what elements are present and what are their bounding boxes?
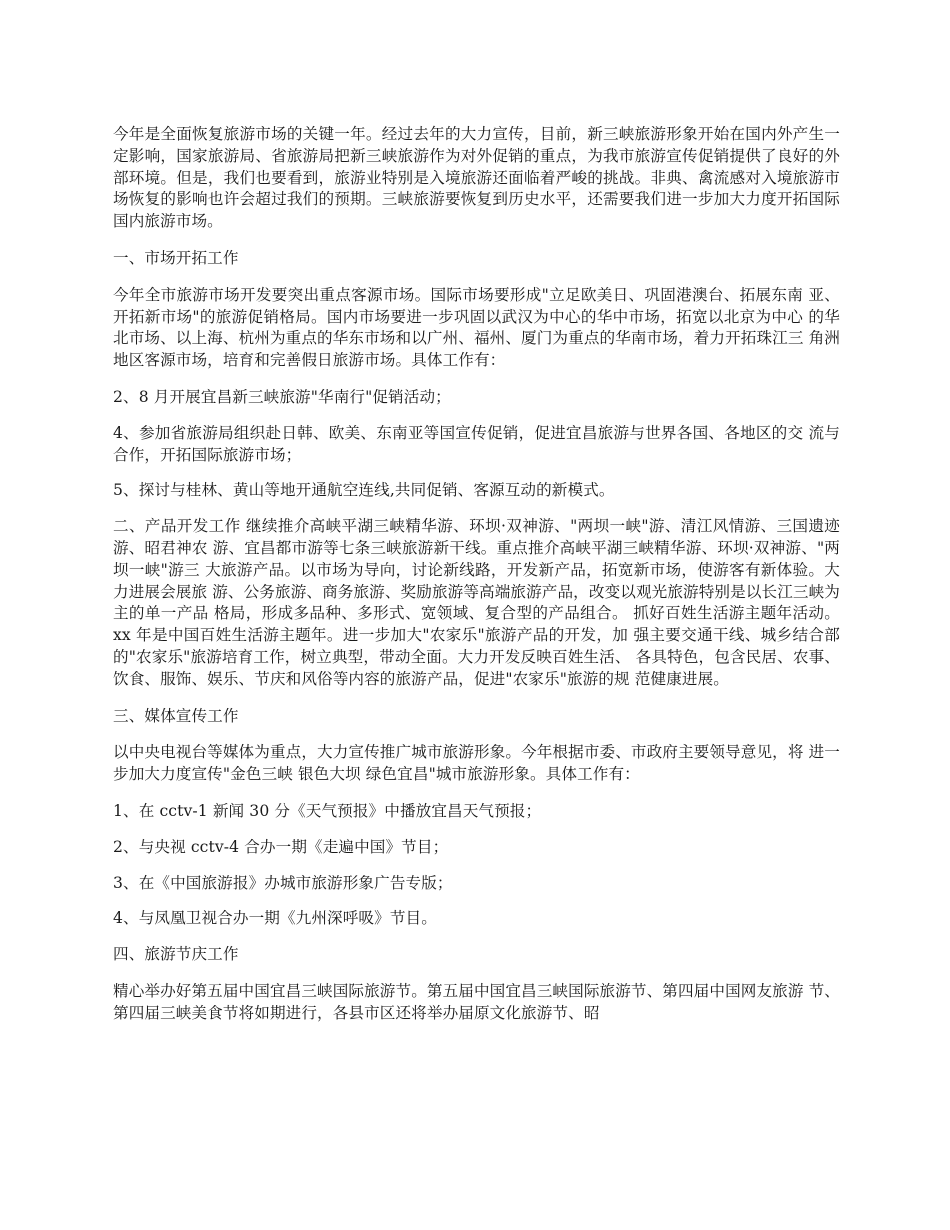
section-heading-media: 三、媒体宣传工作 [113,706,239,725]
list-item: 1、在 cctv-1 新闻 30 分《天气预报》中播放宜昌天气预报； [113,801,542,820]
section-heading-festival: 四、旅游节庆工作 [113,945,239,964]
list-item: 4、参加省旅游局组织赴日韩、欧美、东南亚等国宣传促销，促进宜昌旅游与世界各国、各地区的交 流与合作，开拓国际旅游市场； [113,423,840,464]
market-paragraph: 今年全市旅游市场开发要突出重点客源市场。国际市场要形成"立足欧美日、巩固港澳台、拓展东南 亚、开拓新市场"的旅游促销格局。国内市场要进一步巩固以武汉为中心的华中市场，拓宽以北京为中心 的华北市场、以上海、杭州为重点的华东市场和以广州、福州、厦门为重点的华南市场，着力开拓珠江三 角洲地区客源市场，培育和完善假日旅游市场。具体工作有： [113,285,840,370]
list-item: 2、8 月开展宜昌新三峡旅游"华南行"促销活动； [113,387,451,406]
list-item: 4、与凤凰卫视合办一期《九州深呼吸》节目。 [113,909,437,928]
list-item: 3、在《中国旅游报》办城市旅游形象广告专版； [113,873,453,892]
media-paragraph: 以中央电视台等媒体为重点，大力宣传推广城市旅游形象。今年根据市委、市政府主要领导意见，将 进一步加大力度宣传"金色三峡 银色大坝 绿色宜昌"城市旅游形象。具体工作有： [113,743,840,784]
list-item: 2、与央视 cctv-4 合办一期《走遍中国》节目； [113,837,449,856]
section-heading-market: 一、市场开拓工作 [113,248,239,267]
list-item: 5、探讨与桂林、黄山等地开通航空连线,共同促销、客源互动的新模式。 [113,481,615,500]
intro-paragraph: 今年是全面恢复旅游市场的关键一年。经过去年的大力宣传，目前，新三峡旅游形象开始在国内外产生一 定影响，国家旅游局、省旅游局把新三峡旅游作为对外促销的重点，为我市旅游宣传促销提供了良好的外 部环境。但是，我们也要看到，旅游业特别是入境旅游还面临着严峻的挑战。非典、禽流感对入境旅游市 场恢复的影响也许会超过我们的预期。三峡旅游要恢复到历史水平，还需要我们进一步加大力度开拓国际 国内旅游市场。 [113,125,840,231]
product-paragraph: 二、产品开发工作 继续推介高峡平湖三峡精华游、环坝·双神游、"两坝一峡"游、清江风情游、三国遗迹游、昭君神农 游、宜昌都市游等七条三峡旅游新干线。重点推介高峡平湖三峡精华游、环坝·双神游、"两坝一峡"游三 大旅游产品。以市场为导向，讨论新线路，开发新产品，拓宽新市场，使游客有新体验。大力进展会展旅 游、公务旅游、商务旅游、奖励旅游等高端旅游产品，改变以观光旅游特别是以长江三峡为主的单一产品 格局，形成多品种、多形式、宽领域、复合型的产品组合。 抓好百姓生活游主题年活动。xx 年是中国百姓生活游主题年。进一步加大"农家乐"旅游产品的开发，加 强主要交通干线、城乡结合部的"农家乐"旅游培育工作，树立典型，带动全面。大力开发反映百姓生活、 各具特色，包含民居、农事、饮食、服饰、娱乐、节庆和风俗等内容的旅游产品，促进"农家乐"旅游的规 范健康进展。 [113,517,840,688]
document-body [113,124,840,1040]
festival-paragraph: 精心举办好第五届中国宜昌三峡国际旅游节。第五届中国宜昌三峡国际旅游节、第四届中国网友旅游 节、第四届三峡美食节将如期进行，各县市区还将举办届原文化旅游节、昭 [113,981,840,1022]
